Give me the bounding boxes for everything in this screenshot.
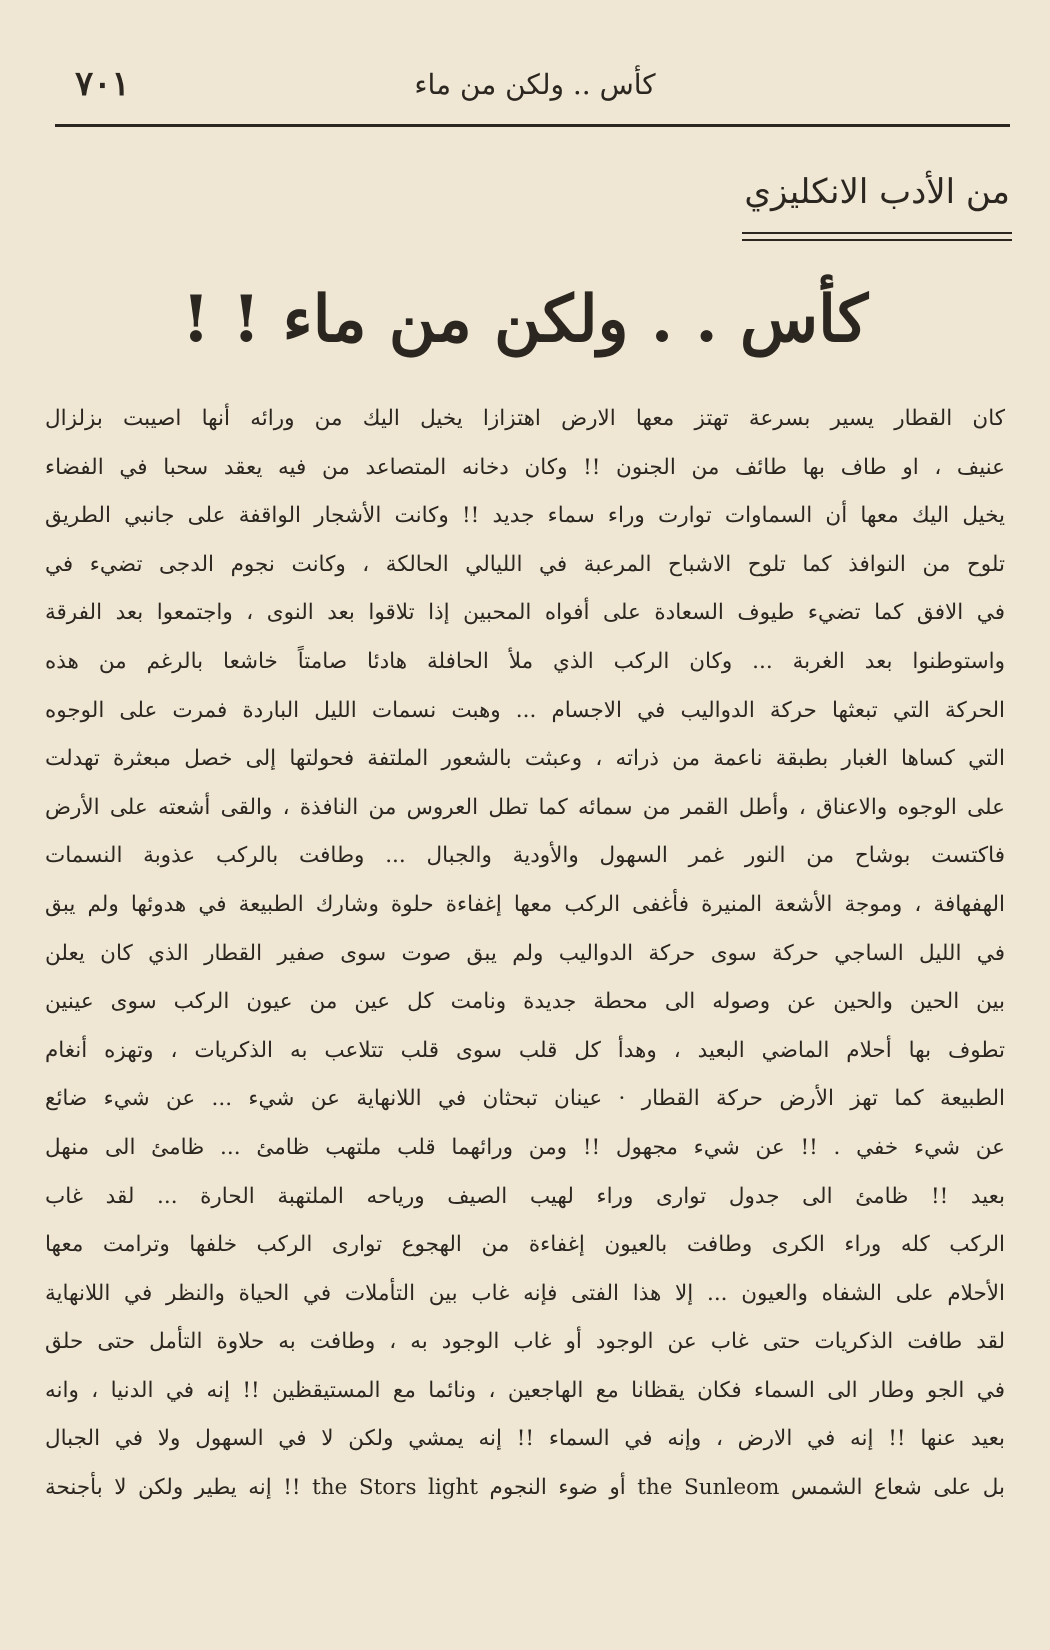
- body-line: في الافق كما تضيء طيوف السعادة على أفواه المحبين إذا تلاقوا بعد النوى ، واجتمعوا بعد الفرقة: [45, 600, 1005, 626]
- body-line: في الجو وطار الى السماء فكان يقظانا مع الهاجعين ، ونائما مع المستيقظين !! إنه في الدنيا ، وانه: [45, 1377, 1005, 1403]
- body-line: واستوطنوا بعد الغربة ... وكان الركب الذي ملأ الحافلة هادئا صامتاً خاشعا بالرغم من هذه: [45, 648, 1005, 674]
- running-header: [55, 62, 1010, 118]
- body-line: فاكتست بوشاح من النور غمر السهول والأودية والجبال ... وطافت بالركب عذوبة النسمات: [45, 843, 1005, 869]
- section-rule: [742, 239, 1012, 241]
- body-line: الركب كله وراء الكرى وطافت بالعيون إغفاءة من الهجوع توارى الركب خلفها وترامت معها: [45, 1232, 1005, 1258]
- page-number: ٧٠١: [75, 64, 130, 104]
- body-line: بعيد عنها !! إنه في الارض ، وإنه في السماء !! إنه يمشي ولكن لا في السهول ولا في الجبال: [45, 1426, 1005, 1452]
- running-title: كأس .. ولكن من ماء: [414, 68, 656, 101]
- body-line: يخيل اليك معها أن السماوات توارت وراء سماء جديد !! وكانت الأشجار الواقفة على جانبي الطريق: [45, 503, 1005, 529]
- body-line: في الليل الساجي حركة سوى حركة الدواليب ولم يبق صوت سوى صفير القطار الذي كان يعلن: [45, 940, 1005, 966]
- body-line: الحركة التي تبعثها حركة الدواليب في الاجسام ... وهبت نسمات الليل الباردة فمرت على الوجوه: [45, 697, 1005, 723]
- body-line: الطبيعة كما تهز الأرض حركة القطار · عينان تبحثان في اللانهاية عن شيء ... عن شيء ضائع: [45, 1086, 1005, 1112]
- section-rule: [742, 232, 1012, 234]
- body-line: عن شيء خفي . !! عن شيء مجهول !! ومن ورائهما قلب ملتهب ظامئ ... ظامئ الى منهل: [45, 1134, 1005, 1160]
- body-line: تطوف بها أحلام الماضي البعيد ، وهدأ كل قلب سوى قلب تتلاعب به الذكريات ، وتهزه أنغام: [45, 1037, 1005, 1063]
- body-line: تلوح من النوافذ كما تلوح الاشباح المرعبة في الليالي الحالكة ، وكانت نجوم الدجى تضيء في: [45, 551, 1005, 577]
- body-line: لقد طافت الذكريات حتى غاب عن الوجود أو غاب الوجود به ، وطافت به حلاوة التأمل حتى حلق: [45, 1329, 1005, 1355]
- article-body: [45, 395, 1005, 1513]
- body-line: الهفهافة ، وموجة الأشعة المنيرة فأغفى الركب معها إغفاءة حلوة وشارك الطبيعة في هدوئها ولم يبق: [45, 891, 1005, 917]
- body-line: الأحلام على الشفاه والعيون ... إلا هذا الفتى فإنه غاب بين التأملات في الحياة والنظر في اللانهاية: [45, 1280, 1005, 1306]
- section-label: من الأدب الانكليزي: [744, 172, 1010, 212]
- body-line: بين الحين والحين عن وصوله الى محطة جديدة ونامت كل عين من عيون الركب سوى عينين: [45, 989, 1005, 1015]
- body-line: بل على شعاع الشمس the Sunleom أو ضوء النجوم the Stors light !! إنه يطير ولكن لا بأجنحة: [45, 1475, 1005, 1501]
- body-line: بعيد !! ظامئ الى جدول توارى وراء لهيب الصيف ورياحه الملتهبة الحارة ... لقد غاب: [45, 1183, 1005, 1209]
- body-line: التي كساها الغبار بطبقة ناعمة من ذراته ، وعبثت بالشعور الملتفة فحولتها إلى خصل مبعثرة تهدلت: [45, 746, 1005, 772]
- header-rule: [55, 124, 1010, 127]
- body-line: على الوجوه والاعناق ، وأطل القمر من سمائه كما تطل العروس من النافذة ، والقى أشعته على الأرض: [45, 794, 1005, 820]
- body-line: كان القطار يسير بسرعة تهتز معها الارض اهتزازا يخيل اليك من ورائه أنها اصيبت بزلزال: [45, 406, 1005, 431]
- body-line: عنيف ، او طاف بها طائف من الجنون !! وكان دخانه المتصاعد من فيه يعقد سحبا في الفضاء: [45, 454, 1005, 480]
- article-title: كأس . . ولكن من ماء ! !: [181, 282, 869, 357]
